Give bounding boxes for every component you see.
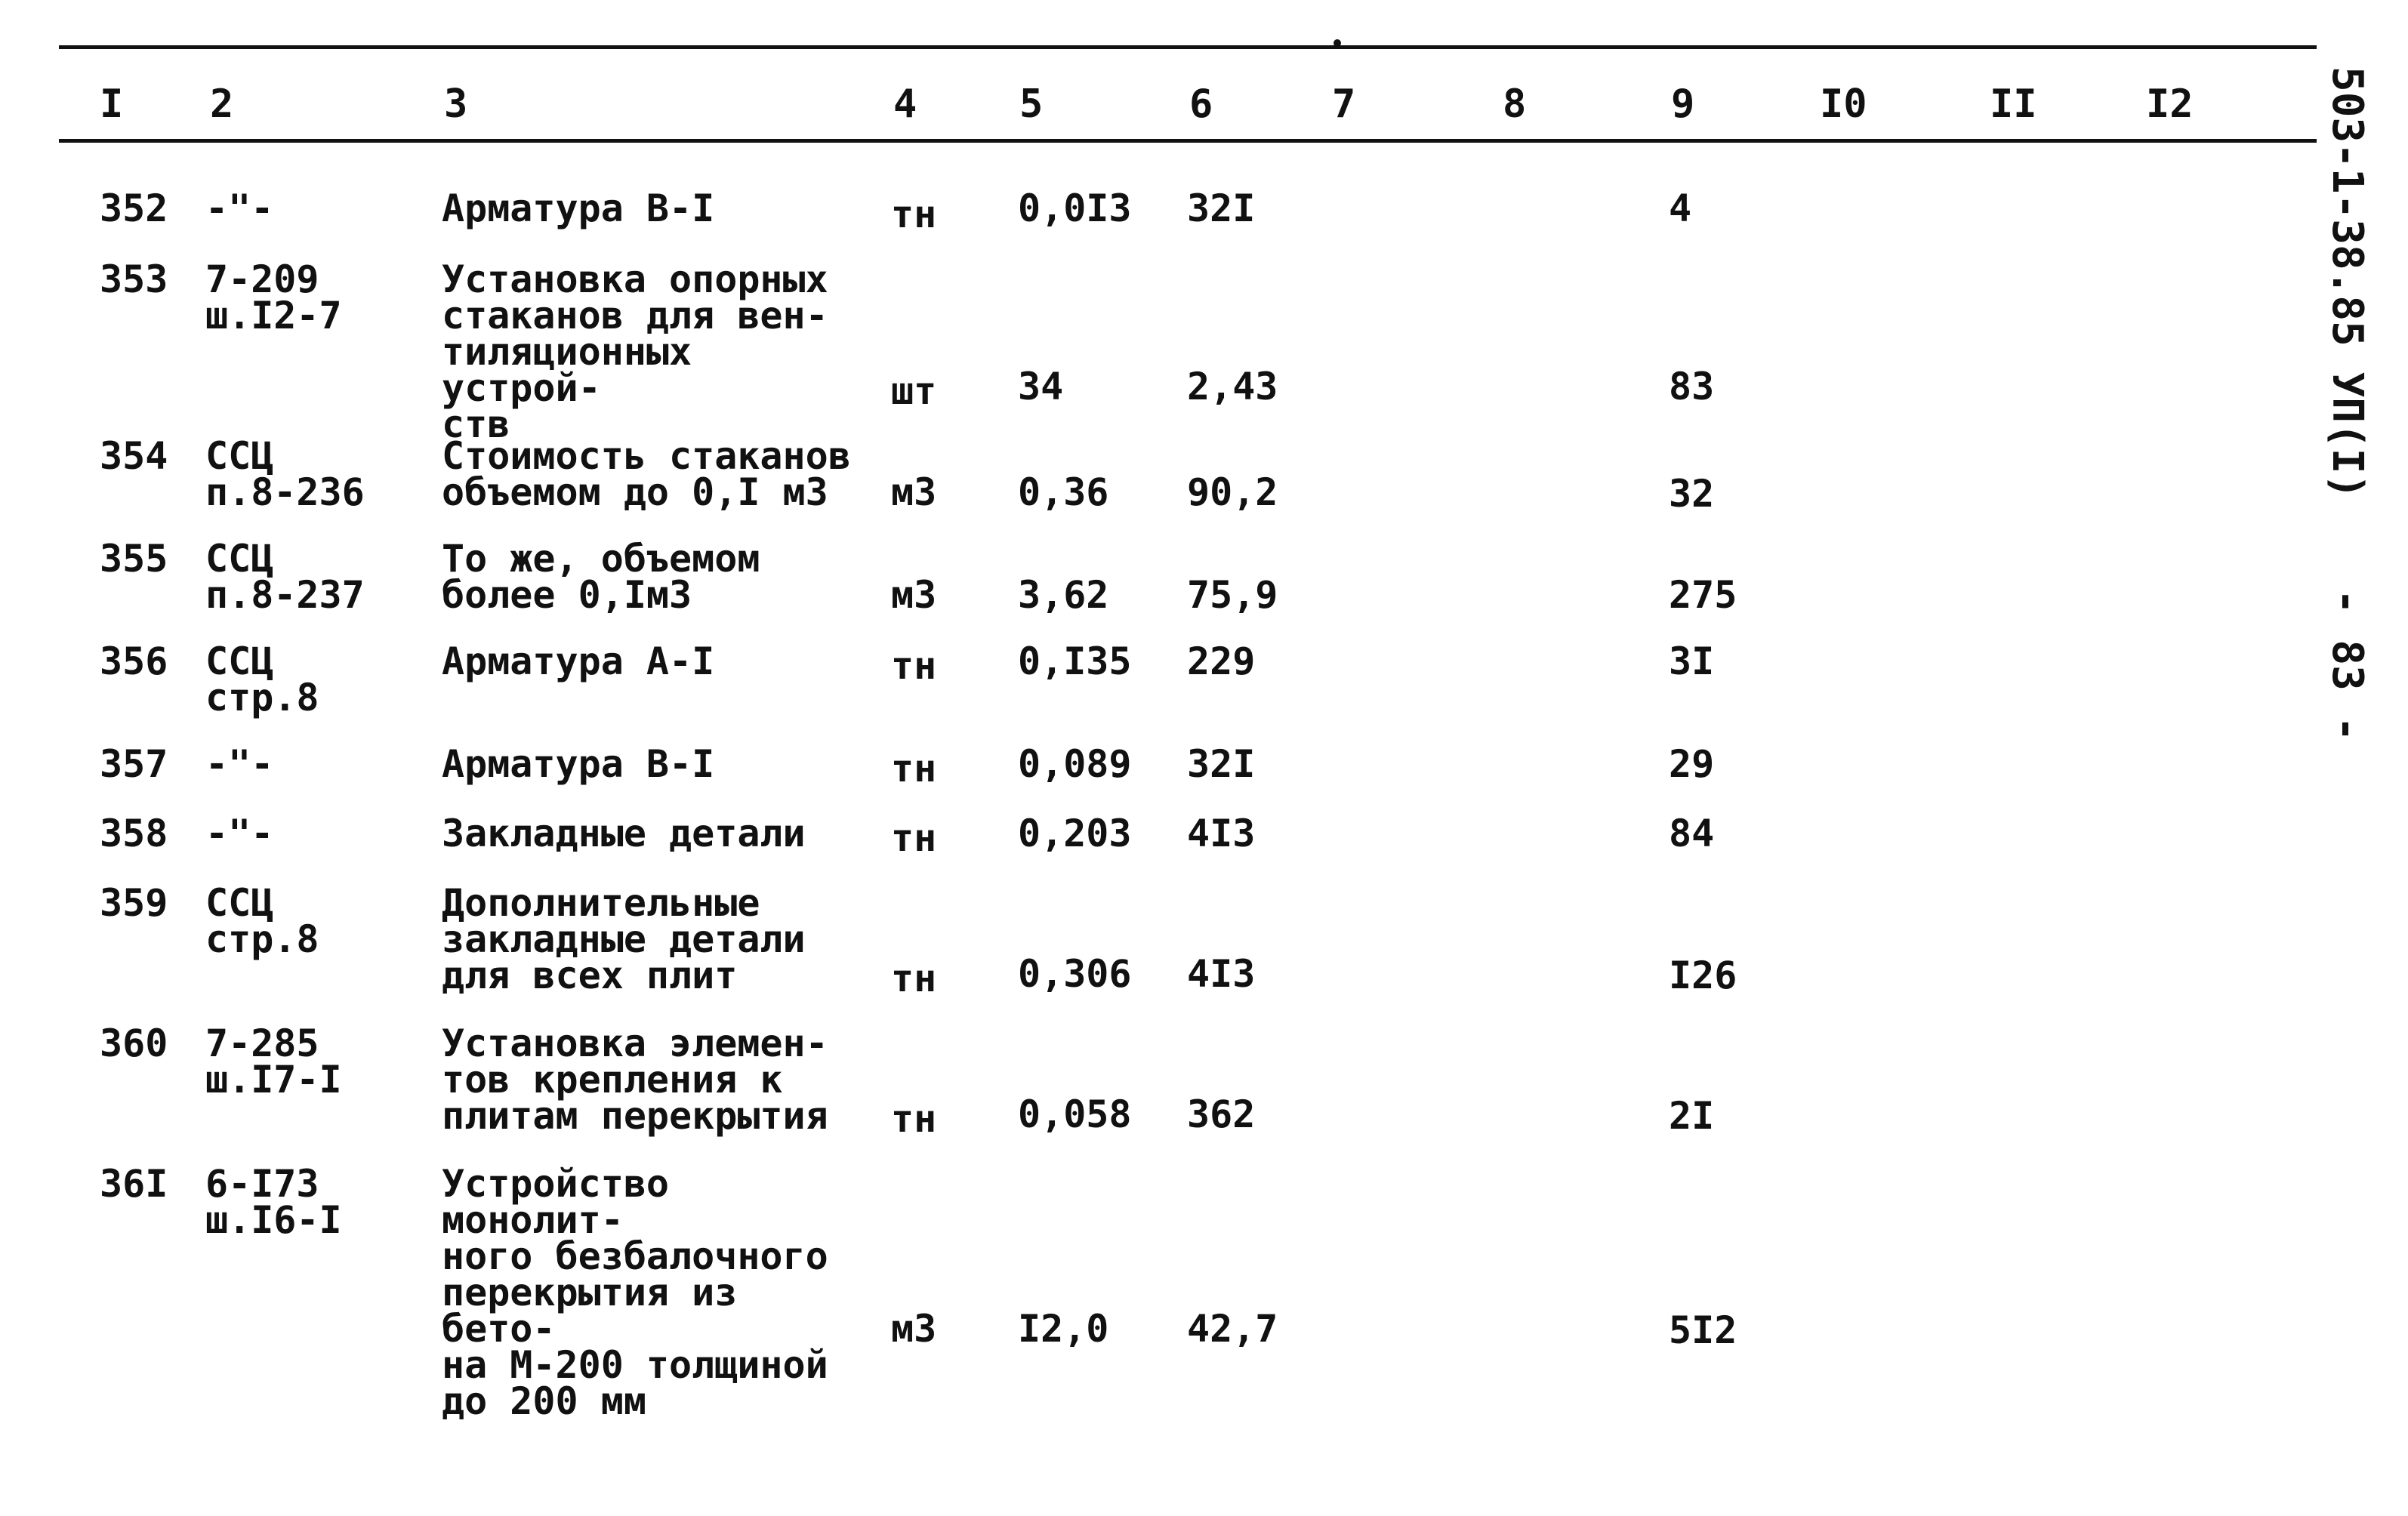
row-number: 356 bbox=[100, 639, 168, 683]
row-description: Стоимость стаканов объемом до 0,I м3 bbox=[442, 434, 851, 514]
row-code: -"- bbox=[205, 186, 274, 230]
row-price: 362 bbox=[1187, 1092, 1256, 1136]
header-col-6: 6 bbox=[1189, 82, 1213, 127]
header-col-8: 8 bbox=[1503, 82, 1527, 127]
header-col-7: 7 bbox=[1332, 82, 1356, 127]
row-total: 275 bbox=[1669, 573, 1737, 617]
row-price: 4I3 bbox=[1187, 812, 1256, 855]
row-code: 7-285 ш.I7-I bbox=[205, 1021, 342, 1102]
row-quantity: 0,I35 bbox=[1018, 639, 1132, 683]
row-description: Арматура В-I bbox=[442, 742, 715, 786]
row-code: -"- bbox=[205, 742, 274, 786]
row-unit: тн bbox=[891, 644, 937, 688]
row-quantity: I2,0 bbox=[1018, 1307, 1109, 1351]
document-code: 503-1-38.85 УП(I) bbox=[2323, 66, 2372, 500]
row-number: 360 bbox=[100, 1021, 168, 1065]
row-code: -"- bbox=[205, 812, 274, 855]
row-total: 3I bbox=[1669, 639, 1715, 683]
row-total: 5I2 bbox=[1669, 1308, 1737, 1352]
row-number: 352 bbox=[100, 186, 168, 230]
row-price: 2,43 bbox=[1187, 365, 1278, 408]
row-total: 4 bbox=[1669, 186, 1692, 230]
row-code: ССЦ стр.8 bbox=[205, 639, 319, 719]
row-quantity: 0,36 bbox=[1018, 470, 1109, 514]
row-number: 355 bbox=[100, 537, 168, 581]
row-unit: тн bbox=[891, 747, 937, 790]
row-unit: тн bbox=[891, 957, 937, 1000]
row-unit: м3 bbox=[891, 1307, 937, 1351]
header-col-9: 9 bbox=[1671, 82, 1695, 127]
row-number: 354 bbox=[100, 434, 168, 478]
row-price: 32I bbox=[1187, 742, 1256, 786]
header-col-10: I0 bbox=[1820, 82, 1867, 127]
header-col-1: I bbox=[100, 82, 124, 127]
row-code: 6-I73 ш.I6-I bbox=[205, 1162, 342, 1242]
row-unit: м3 bbox=[891, 573, 937, 617]
row-quantity: 0,089 bbox=[1018, 742, 1132, 786]
row-unit: тн bbox=[891, 1097, 937, 1141]
row-description: Дополнительные закладные детали для всех плит bbox=[442, 881, 806, 997]
row-description: Устройство монолит- ного безбалочного перекрытия из бето- на М-200 толщиной до 200 мм bbox=[442, 1162, 828, 1423]
row-price: 4I3 bbox=[1187, 952, 1256, 996]
row-price: 90,2 bbox=[1187, 470, 1278, 514]
row-number: 357 bbox=[100, 742, 168, 786]
row-total: I26 bbox=[1669, 954, 1737, 997]
row-price: 32I bbox=[1187, 186, 1256, 230]
row-quantity: 34 bbox=[1018, 365, 1064, 408]
page-number: - 83 - bbox=[2323, 589, 2372, 742]
header-col-4: 4 bbox=[893, 82, 917, 127]
row-price: 75,9 bbox=[1187, 573, 1278, 617]
row-quantity: 0,058 bbox=[1018, 1092, 1132, 1136]
row-unit: тн bbox=[891, 193, 937, 236]
row-number: 353 bbox=[100, 257, 168, 301]
row-price: 42,7 bbox=[1187, 1307, 1278, 1351]
row-total: 32 bbox=[1669, 472, 1715, 516]
row-code: 7-209 ш.I2-7 bbox=[205, 257, 342, 337]
row-number: 358 bbox=[100, 812, 168, 855]
header-col-11: II bbox=[1990, 82, 2037, 127]
header-col-2: 2 bbox=[210, 82, 234, 127]
row-total: 84 bbox=[1669, 812, 1715, 855]
header-col-5: 5 bbox=[1019, 82, 1044, 127]
row-unit: тн bbox=[891, 816, 937, 860]
row-quantity: 0,306 bbox=[1018, 952, 1132, 996]
row-description: То же, объемом более 0,Iм3 bbox=[442, 537, 760, 617]
row-description: Установка элемен- тов крепления к плитам перекрытия bbox=[442, 1021, 828, 1138]
header-col-3: 3 bbox=[444, 82, 468, 127]
row-total: 2I bbox=[1669, 1094, 1715, 1138]
row-description: Закладные детали bbox=[442, 812, 806, 855]
header-col-12: I2 bbox=[2146, 82, 2194, 127]
row-quantity: 0,0I3 bbox=[1018, 186, 1132, 230]
row-quantity: 0,203 bbox=[1018, 812, 1132, 855]
row-number: 359 bbox=[100, 881, 168, 925]
row-price: 229 bbox=[1187, 639, 1256, 683]
row-description: Установка опорных стаканов для вен- тиляционных устрой- ств bbox=[442, 257, 828, 446]
row-description: Арматура А-I bbox=[442, 639, 715, 683]
row-description: Арматура В-I bbox=[442, 186, 715, 230]
row-total: 29 bbox=[1669, 742, 1715, 786]
row-number: 36I bbox=[100, 1162, 168, 1206]
row-unit: шт bbox=[891, 369, 937, 413]
row-code: ССЦ п.8-237 bbox=[205, 537, 365, 617]
row-code: ССЦ п.8-236 bbox=[205, 434, 365, 514]
row-code: ССЦ стр.8 bbox=[205, 881, 319, 961]
row-quantity: 3,62 bbox=[1018, 573, 1109, 617]
row-unit: м3 bbox=[891, 470, 937, 514]
row-total: 83 bbox=[1669, 365, 1715, 408]
